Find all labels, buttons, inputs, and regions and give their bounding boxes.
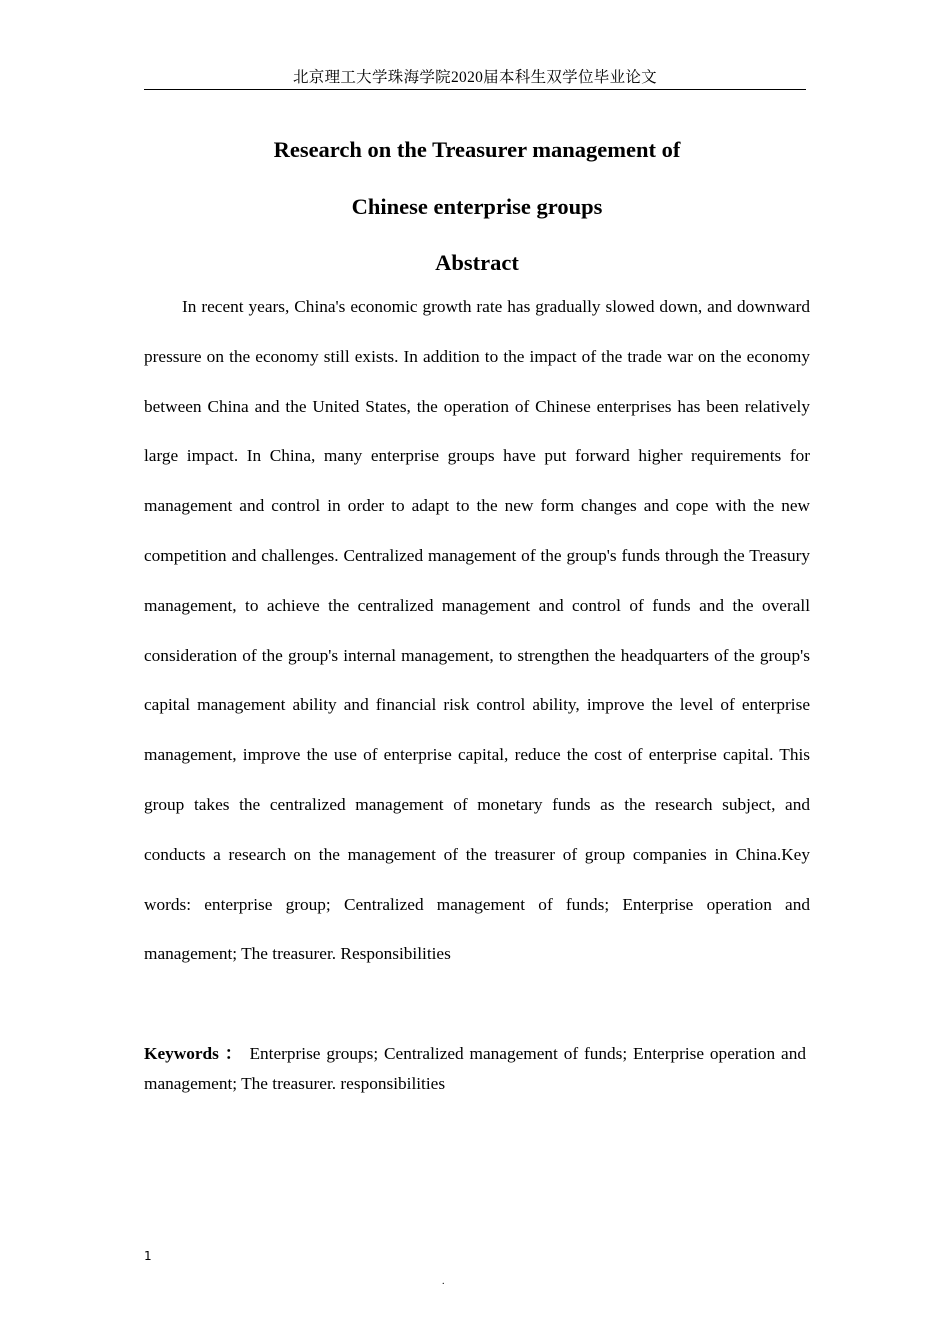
- abstract-body: In recent years, China's economic growth rate has gradually slowed down, and downward pressure on the economy still exists. In addition to the impact of the trade war on the economy between China and the United States, the operation of Chinese enterprises has been relatively large impact. In China, many enterprise groups have put forward higher requirements for management and control in order to adapt to the new form changes and cope with the new competition and challenges. Centralized management of the group's funds through the Treasury management, to achieve the centralized management and control of funds and the overall consideration of the group's internal management, to strengthen the headquarters of the group's capital management ability and financial risk control ability, improve the level of enterprise management, improve the use of enterprise capital, reduce the cost of enterprise capital. This group takes the centralized management of monetary funds as the research subject, and conducts a research on the management of the treasurer of group companies in China.Key words: enterprise group; Centralized management of funds; Enterprise operation and management; The treasurer. Responsibilities: [144, 297, 810, 964]
- abstract-heading: Abstract: [435, 250, 519, 275]
- keywords-paragraph: [144, 1039, 806, 1099]
- running-header: 北京理工大学珠海学院2020届本科生双学位毕业论文: [144, 68, 806, 90]
- page-number: 1: [144, 1249, 152, 1263]
- paper-title-line-1: Research on the Treasurer management of: [273, 137, 681, 162]
- paper-title-line-2: Chinese enterprise groups: [351, 194, 603, 219]
- footer-dot: .: [442, 1276, 445, 1287]
- keywords-text: Enterprise groups; Centralized management of funds; Enterprise operation and management; The treasurer. responsibilities: [144, 1044, 806, 1093]
- keywords-label: Keywords ：: [144, 1044, 244, 1063]
